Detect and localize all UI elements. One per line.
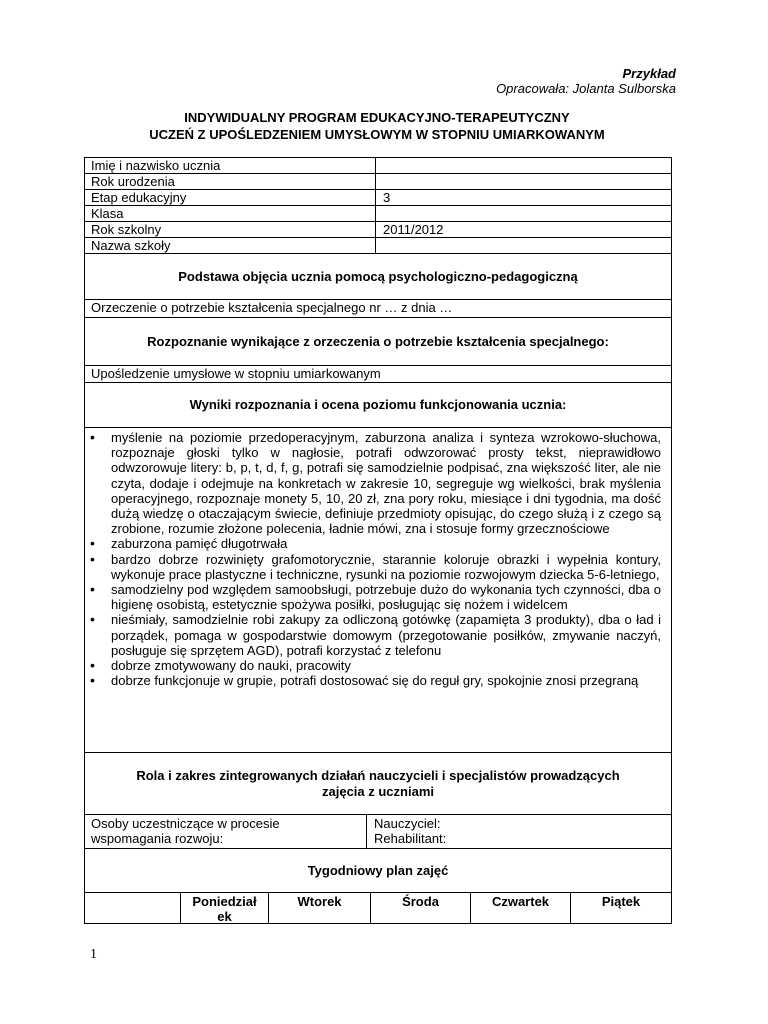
finding-item: • zaburzona pamięć długotrwała [111, 536, 661, 551]
author-line: Opracowała: Jolanta Sulborska [496, 81, 676, 96]
plan-blank-header [85, 893, 181, 923]
example-label: Przykład [622, 66, 676, 81]
finding-item: • samodzielny pod względem samoobsługi, potrzebuje dużo do wykonania tych czynności, dba o higienę osobistą, estetycznie spożywa posiłki, posługując się nożem i widelcem [111, 582, 661, 612]
student-name-row [85, 158, 671, 174]
school-name-row [85, 238, 671, 254]
day-friday: Piątek [601, 894, 641, 909]
finding-item: • myślenie na poziomie przedoperacyjnym, zaburzona analiza i synteza wzrokowo-słuchowa, rozpoznaje głoski tylko w nagłosie, potrafi odwzorować prosty tekst, nieprawidłowo odwzorowuje litery: b, p, t, d, f, g, potrafi się samodzielnie podpisać, zna większość liter, ale nie czyta, dodaje i odejmuje na konkretach w zakresie 10, segreguje wg wielkości, brak myślenia operacyjnego, rozpoznaje monety 5, 10, 20 zł, zna pory roku, miesiące i dni tygodnia, ma dość dużą wiedzę o otaczającym świecie, definiuje przedmioty opisując, do czego służą i z czego są zrobione, rozumie złożone polecenia, ładnie mówi, zna i stosuje formy grzecznościowe [111, 430, 661, 536]
role-heading [85, 753, 671, 815]
participants-roles [367, 815, 671, 848]
day-monday: Poniedział ek [181, 893, 269, 923]
birth-year-label: Rok urodzenia [85, 174, 376, 189]
day-wednesday: Środa [371, 893, 471, 923]
document-title: INDYWIDUALNY PROGRAM EDUKACYJNO-TERAPEUTYCZNY [184, 110, 570, 125]
education-stage-row [85, 190, 671, 206]
education-stage-label: Etap edukacyjny [85, 190, 376, 205]
class-label: Klasa [85, 206, 376, 221]
class-row [85, 206, 671, 222]
document-subtitle: UCZEŃ Z UPOŚLEDZENIEM UMYSŁOWYM W STOPNIU UMIARKOWANYM [149, 127, 605, 142]
teacher-label: Nauczyciel: [374, 816, 441, 831]
finding-item: • dobrze zmotywowany do nauki, pracowity [111, 658, 661, 673]
diagnosis-text: Upośledzenie umysłowe w stopniu umiarkowanym [85, 366, 671, 383]
weekly-plan-heading: Tygodniowy plan zajęć [85, 849, 671, 893]
day-thursday: Czwartek [471, 893, 571, 923]
education-stage-value: 3 [383, 190, 391, 205]
weekly-plan-header-row [85, 893, 671, 924]
rehab-label: Rehabilitant: [374, 831, 447, 846]
day-tuesday: Wtorek [269, 893, 371, 923]
finding-item: • nieśmiały, samodzielnie robi zakupy za odliczoną gotówkę (zapamięta 3 produkty), dba o ład i porządek, pomaga w gospodarstwie domowym (przegotowanie posiłków, zmywanie naczyń, posługuje się sprzętem AGD), potrafi korzystać z telefonu [111, 612, 661, 658]
basis-text: Orzeczenie o potrzebie kształcenia specjalnego nr … z dnia … [85, 300, 671, 318]
birth-year-row [85, 174, 671, 190]
student-name-value [376, 158, 671, 173]
birth-year-value [376, 174, 671, 189]
role-heading-line1: Rola i zakres zintegrowanych działań nauczycieli i specjalistów prowadzących [136, 767, 620, 783]
school-name-label: Nazwa szkoły [85, 238, 376, 253]
findings-cell [85, 428, 671, 753]
page-number: 1 [90, 947, 97, 962]
participants-row [85, 815, 671, 849]
participants-label: Osoby uczestniczące w procesie wspomagania rozwoju: [85, 815, 367, 848]
results-heading: Wyniki rozpoznania i ocena poziomu funkcjonowania ucznia: [85, 383, 671, 428]
student-name-label: Imię i nazwisko ucznia [85, 158, 376, 173]
basis-heading: Podstawa objęcia ucznia pomocą psychologiczno-pedagogiczną [85, 254, 671, 300]
school-year-value: 2011/2012 [383, 222, 444, 237]
class-value [376, 206, 671, 221]
diagnosis-heading: Rozpoznanie wynikające z orzeczenia o potrzebie kształcenia specjalnego: [85, 318, 671, 366]
role-heading-line2: zajęcia z uczniami [322, 783, 434, 799]
program-form-table [84, 157, 672, 924]
school-year-row [85, 222, 671, 238]
findings-list [85, 428, 671, 688]
finding-item: • dobrze funkcjonuje w grupie, potrafi dostosować się do reguł gry, spokojnie znosi przegraną [111, 673, 661, 688]
school-name-value [376, 238, 671, 253]
finding-item: • bardzo dobrze rozwinięty grafomotorycznie, starannie koloruje obrazki i wypełnia kontury, wykonuje prace plastyczne i techniczne, rysunki na poziomie rozwojowym dziecka 5-6-letniego, [111, 552, 661, 582]
school-year-label: Rok szkolny [85, 222, 376, 237]
